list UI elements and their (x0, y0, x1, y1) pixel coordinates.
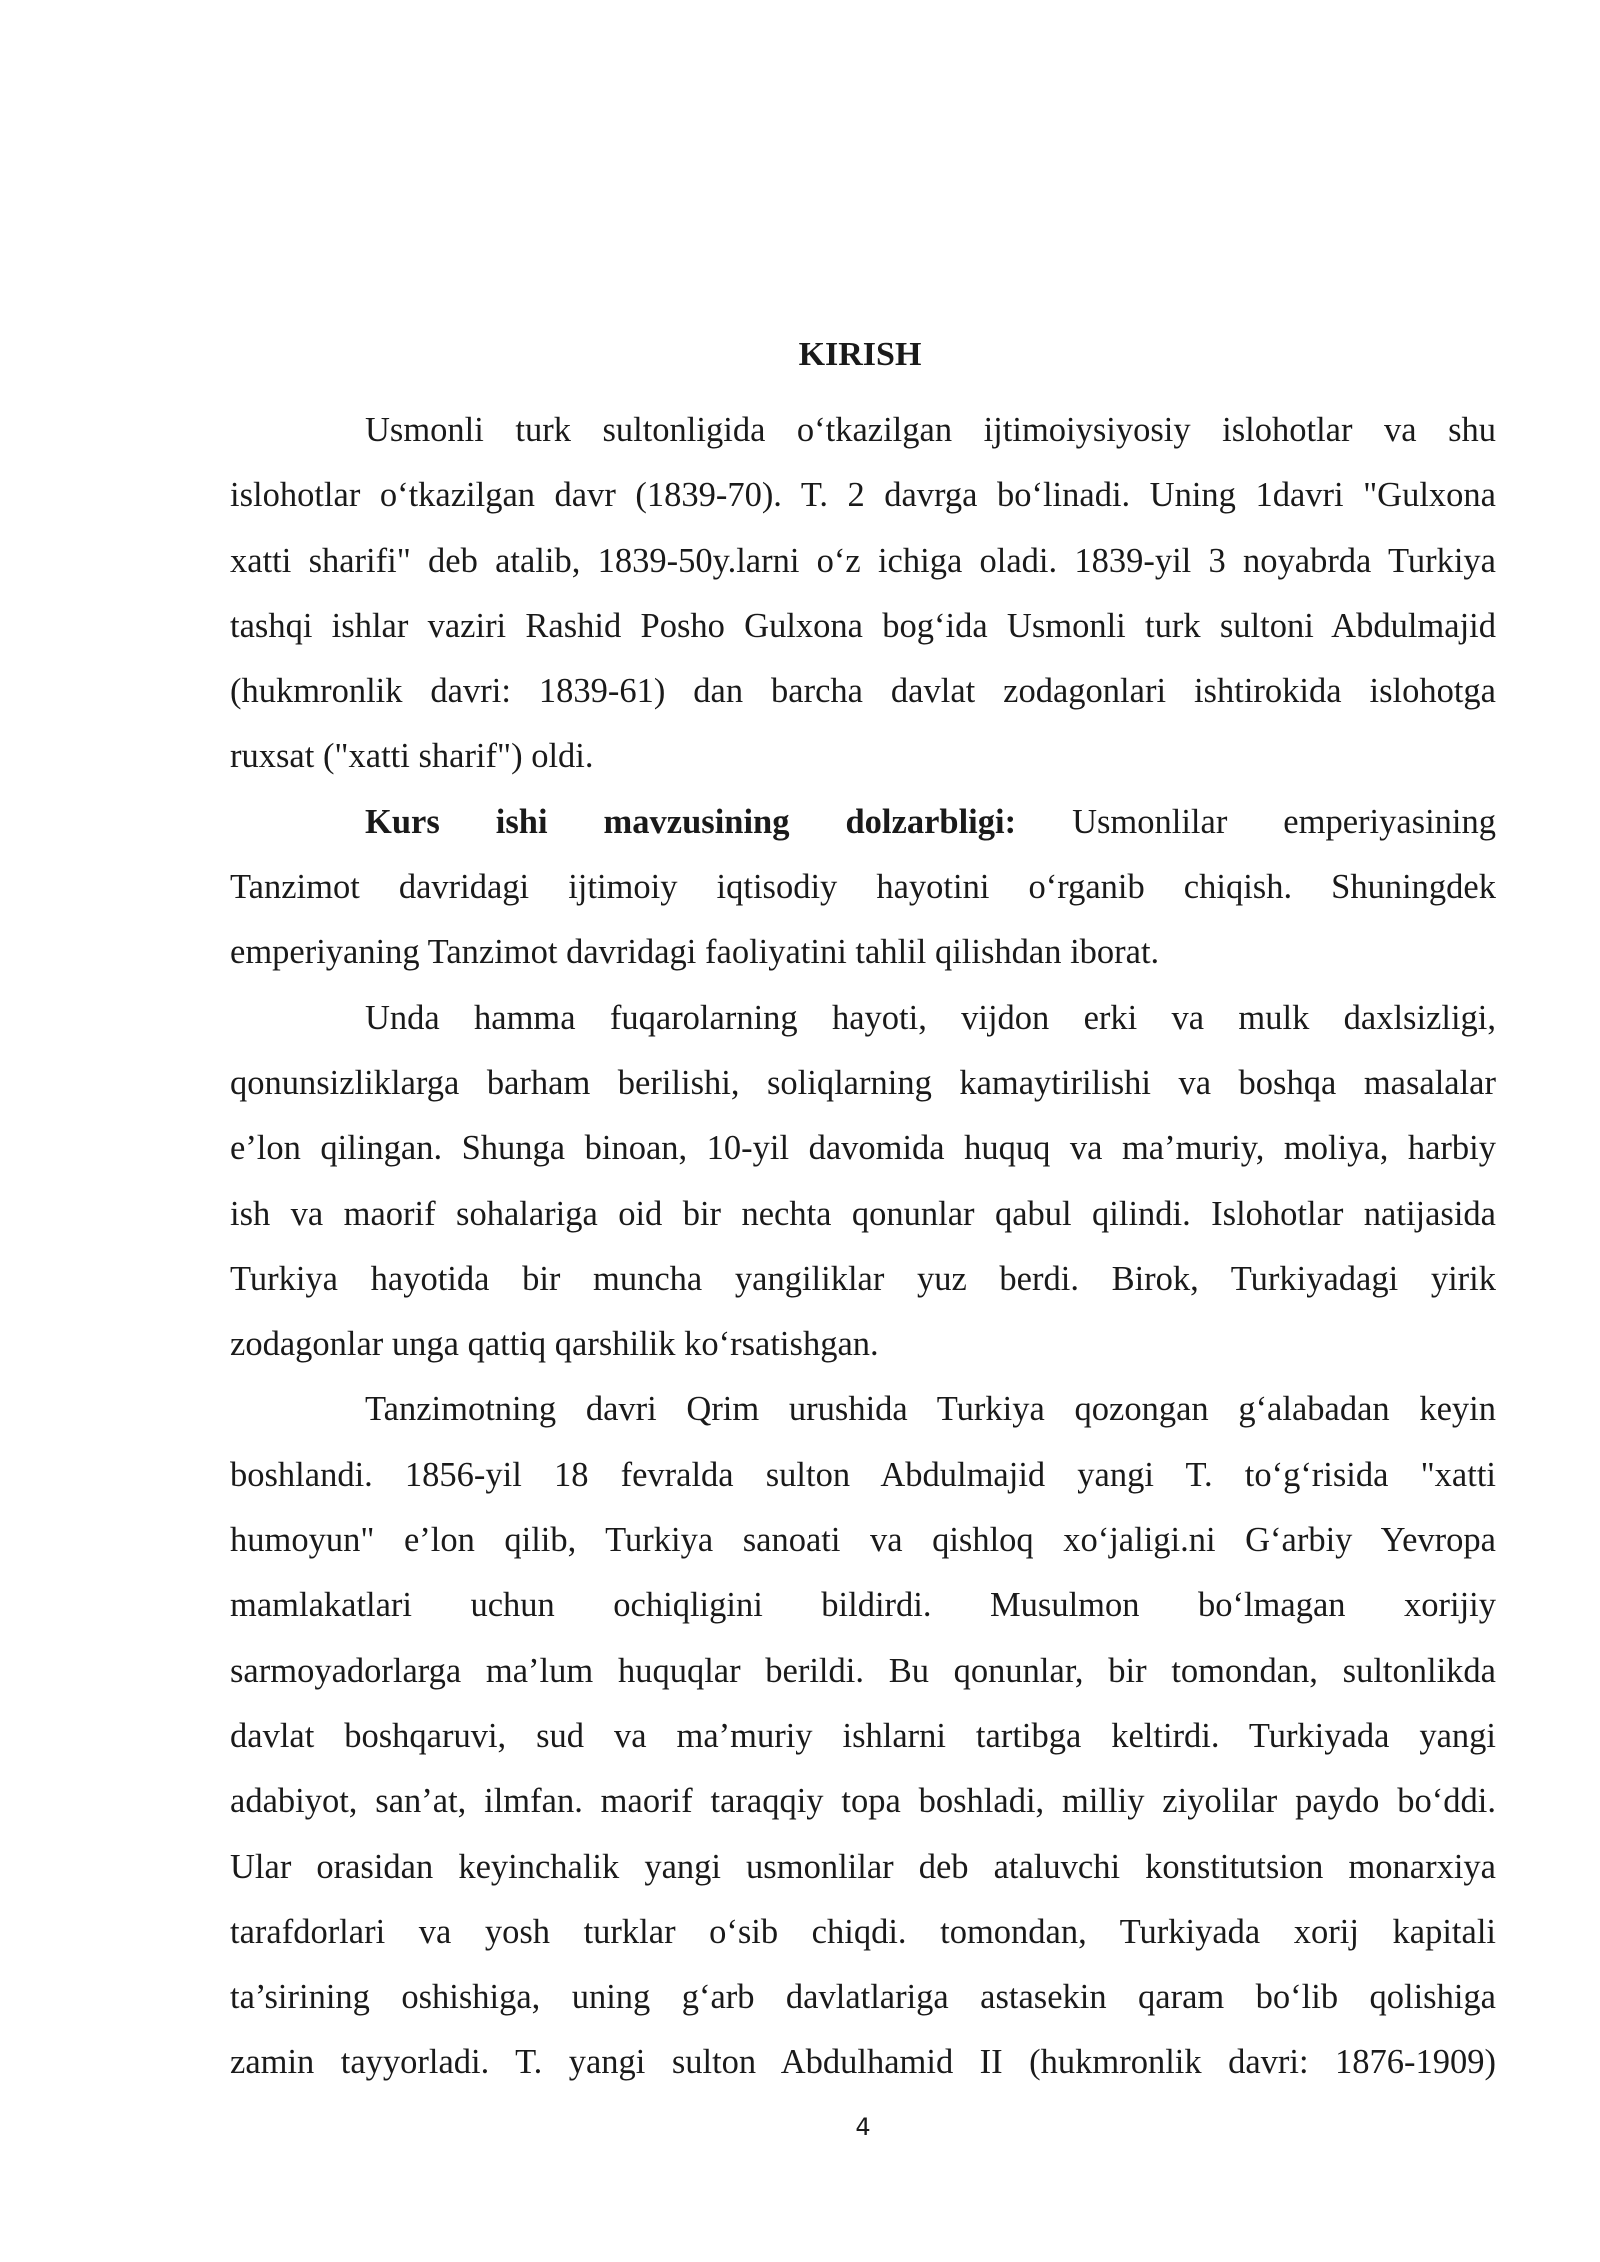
text-line: islohotlar o‘tkazilgan davr (1839-70). T. 2 davrga bo‘linadi. Uning 1davri "Gulxona (230, 476, 1496, 515)
text-line: ish va maorif sohalariga oid bir nechta qonunlar qabul qilindi. Islohotlar natijasida (230, 1194, 1496, 1233)
text-line: (hukmronlik davri: 1839-61) dan barcha davlat zodagonlari ishtirokida islohotga (230, 672, 1496, 711)
text-line: e’lon qilingan. Shunga binoan, 10-yil davomida huquq va ma’muriy, moliya, harbiy (230, 1129, 1496, 1168)
text-line: Unda hamma fuqarolarning hayoti, vijdon erki va mulk daxlsizligi, (365, 998, 1496, 1037)
text-line: emperiyaning Tanzimot davridagi faoliyatini tahlil qilishdan iborat. (230, 933, 1160, 972)
text-line: qonunsizliklarga barham berilishi, soliqlarning kamaytirilishi va boshqa masalalar (230, 1063, 1496, 1102)
text-line: zodagonlar unga qattiq qarshilik ko‘rsatishgan. (230, 1325, 879, 1364)
text-line: ruxsat ("xatti sharif") oldi. (230, 737, 594, 776)
paragraph-3 (230, 986, 1496, 1378)
text-line: mamlakatlari uchun ochiqligini bildirdi. Musulmon bo‘lmagan xorijiy (230, 1586, 1496, 1625)
body-text (230, 398, 1496, 2096)
text-line: Usmonli turk sultonligida o‘tkazilgan ijtimoiysiyosiy islohotlar va shu (365, 411, 1496, 449)
text-line: humoyun" e’lon qilib, Turkiya sanoati va qishloq xo‘jaligi.ni G‘arbiy Yevropa (230, 1521, 1496, 1560)
lead-text: Usmonlilar emperiyasining (1016, 802, 1496, 841)
text-line: Tanzimotning davri Qrim urushida Turkiya qozongan g‘alabadan keyin (365, 1390, 1496, 1429)
text-line: zamin tayyorladi. T. yangi sulton Abdulhamid II (hukmronlik davri: 1876-1909) (230, 2043, 1496, 2082)
text-line: adabiyot, san’at, ilmfan. maorif taraqqiy topa boshladi, milliy ziyolilar paydo bo‘ddi. (230, 1782, 1496, 1821)
paragraph-2 (230, 790, 1496, 986)
text-line-lead (230, 790, 1496, 855)
text-line: Ular orasidan keyinchalik yangi usmonlilar deb ataluvchi konstitutsion monarxiya (230, 1847, 1496, 1886)
text-line: Tanzimot davridagi ijtimoiy iqtisodiy hayotini o‘rganib chiqish. Shuningdek (230, 868, 1496, 907)
paragraph-4 (230, 1377, 1496, 2095)
text-line: boshlandi. 1856-yil 18 fevralda sulton Abdulmajid yangi T. to‘g‘risida "xatti (230, 1455, 1496, 1494)
text-line: ta’sirining oshishiga, uning g‘arb davlatlariga astasekin qaram bo‘lib qolishiga (230, 1978, 1496, 2017)
paragraph-1 (230, 398, 1496, 790)
relevance-heading: Kurs ishi mavzusining dolzarbligi: (365, 802, 1017, 841)
text-line: xatti sharifi" deb atalib, 1839-50y.larni o‘z ichiga oladi. 1839-yil 3 noyabrda Turkiya (230, 541, 1496, 580)
page-title: KIRISH (798, 336, 922, 373)
page-number: 4 (855, 2113, 871, 2141)
text-line: tarafdorlari va yosh turklar o‘sib chiqdi. tomondan, Turkiyada xorij kapitali (230, 1912, 1496, 1951)
text-line: Turkiya hayotida bir muncha yangiliklar yuz berdi. Birok, Turkiyadagi yirik (230, 1259, 1496, 1298)
text-line: davlat boshqaruvi, sud va ma’muriy ishlarni tartibga keltirdi. Turkiyada yangi (230, 1716, 1496, 1755)
text-line: tashqi ishlar vaziri Rashid Posho Gulxona bog‘ida Usmonli turk sultoni Abdulmajid (230, 606, 1496, 645)
text-line: sarmoyadorlarga ma’lum huquqlar berildi. Bu qonunlar, bir tomondan, sultonlikda (230, 1651, 1496, 1690)
